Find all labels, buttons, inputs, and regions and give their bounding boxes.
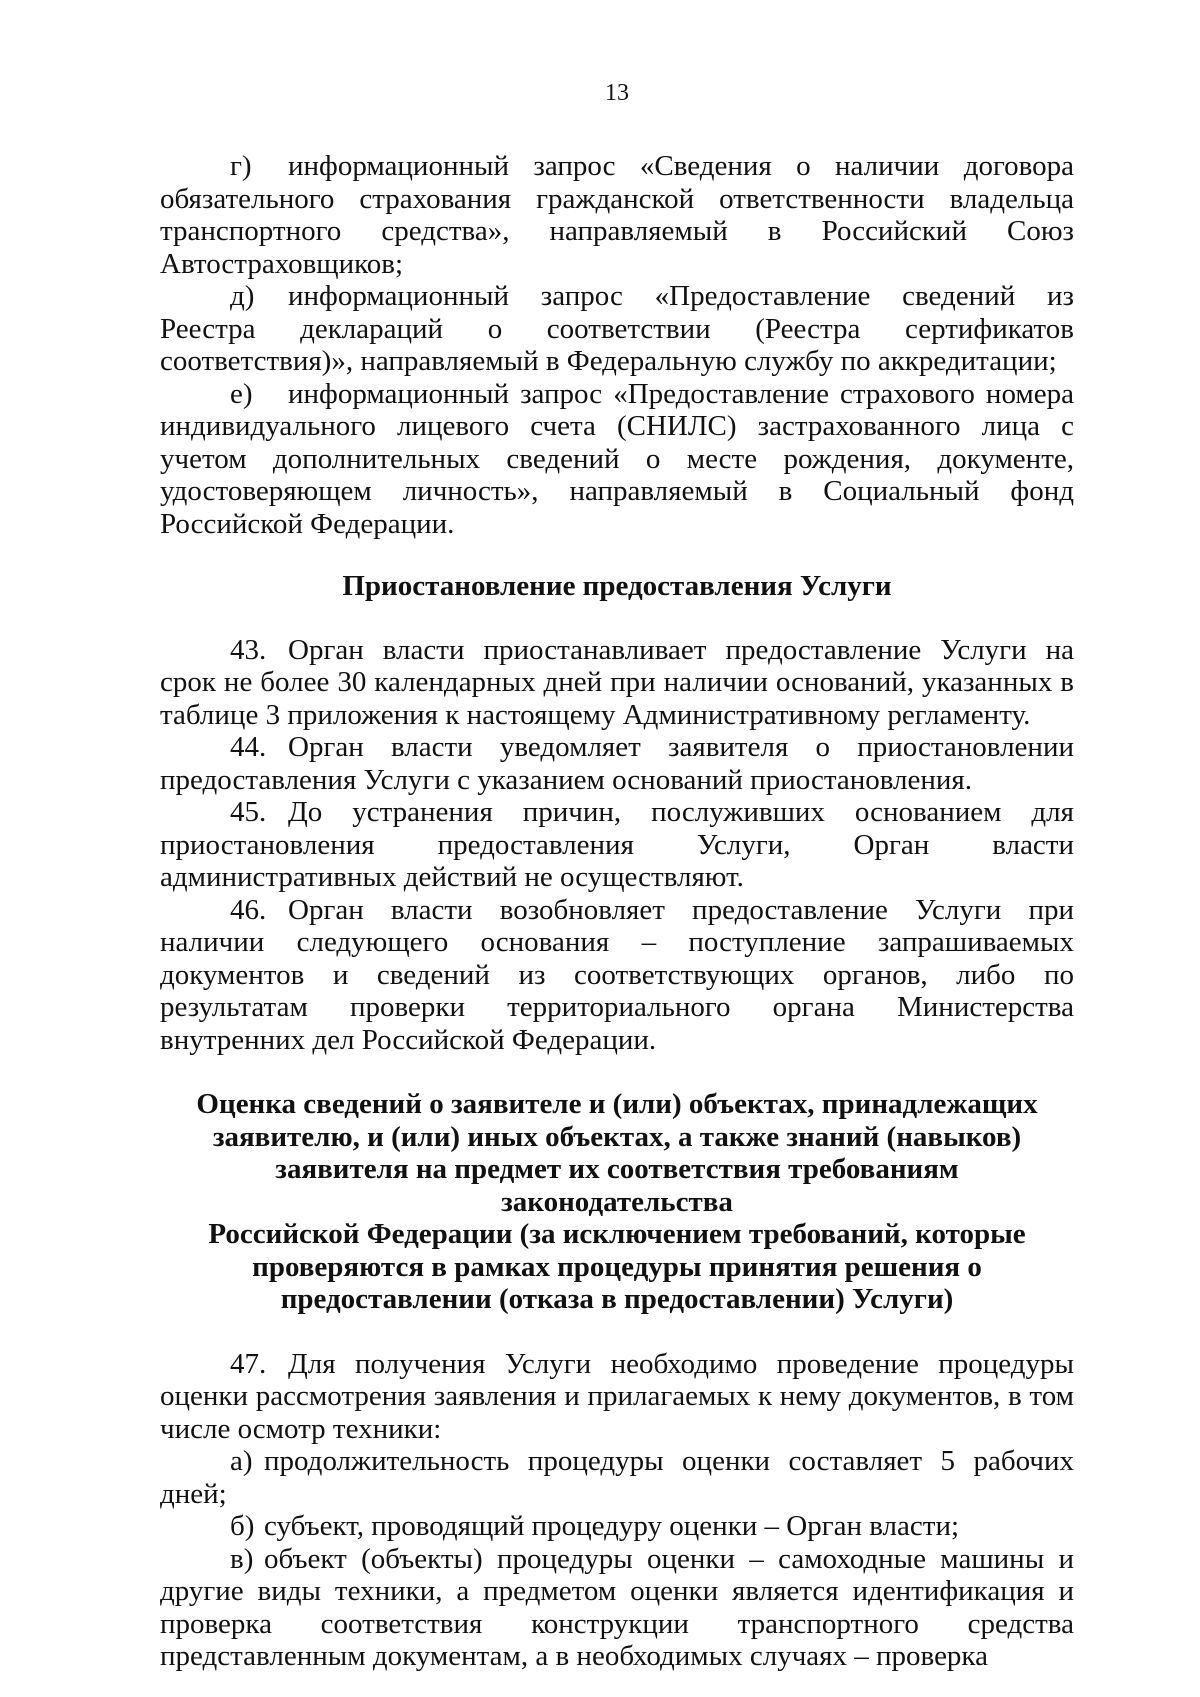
list-item-text: информационный запрос «Предоставление сведений из Реестра деклараций о соответствии (Реестра сертификатов соответствия)», направляемый в Федеральную службу по аккредитации; — [160, 280, 1074, 377]
paragraph-text: Орган власти приостанавливает предоставление Услуги на срок не более 30 календарных дней при наличии оснований, указанных в таблице 3 приложения к настоящему Административному регламенту. — [160, 633, 1074, 731]
list-marker: г) — [230, 150, 252, 182]
paragraph-text: До устранения причин, послуживших основанием для приостановления предоставления Услуги, Орган власти административных действий не осуществляют. — [160, 796, 1074, 893]
list-marker: д) — [230, 280, 255, 312]
paragraph-number: 44. — [230, 731, 267, 763]
section-heading-suspension: Приостановление предоставления Услуги — [342, 570, 892, 602]
paragraph-47 — [160, 1348, 1074, 1446]
heading-line: проверяются в рамках процедуры принятия решения о — [252, 1250, 982, 1283]
paragraph-number: 46. — [230, 893, 267, 926]
list-marker: б) — [230, 1510, 255, 1542]
paragraph-45 — [160, 796, 1074, 894]
list-item-d — [160, 280, 1074, 378]
list-item-text: продолжительность процедуры оценки составляет 5 рабочих дней; — [160, 1445, 1074, 1510]
sub-item-b — [160, 1510, 1074, 1543]
paragraph-text: Орган власти уведомляет заявителя о приостановлении предоставления Услуги с указанием оснований приостановления. — [160, 731, 1074, 796]
paragraph-text: Орган власти возобновляет предоставление Услуги при наличии следующего основания – поступление запрашиваемых документов и сведений из соответствующих органов, либо по результатам проверки территориального органа Министерства внутренних дел Российской Федерации. — [160, 893, 1074, 1056]
sub-item-v — [160, 1543, 1074, 1673]
heading-line: заявителя на предмет их соответствия требованиям законодательства — [275, 1153, 959, 1218]
sub-item-a — [160, 1445, 1074, 1510]
list-item-text: объект (объекты) процедуры оценки – самоходные машины и другие виды техники, а предметом оценки является идентификация и проверка соответствия конструкции транспортного средства представленным документам, а в необходимых случаях – проверка — [160, 1542, 1074, 1672]
heading-line: предоставлении (отказа в предоставлении) Услуги) — [280, 1283, 954, 1315]
paragraph-text: Для получения Услуги необходимо проведение процедуры оценки рассмотрения заявления и прилагаемых к нему документов, в том числе осмотр техники: — [160, 1347, 1074, 1445]
heading-line: Оценка сведений о заявителе и (или) объектах, принадлежащих — [196, 1088, 1038, 1120]
paragraph-number: 47. — [230, 1347, 267, 1380]
paragraph-number: 45. — [230, 796, 267, 828]
paragraph-43 — [160, 634, 1074, 732]
page-number: 13 — [605, 80, 629, 106]
paragraph-number: 43. — [230, 633, 267, 666]
document-page — [160, 78, 1074, 1673]
paragraph-46 — [160, 894, 1074, 1057]
section-heading-assessment — [160, 1088, 1074, 1316]
list-marker: е) — [230, 377, 253, 410]
heading-line: Российской Федерации (за исключением требований, которые — [208, 1218, 1026, 1250]
list-item-text: информационный запрос «Сведения о наличии договора обязательного страхования гражданской ответственности владельца транспортного средства», направляемый в Российский Союз Автостраховщиков; — [160, 150, 1074, 280]
list-item-g — [160, 150, 1074, 280]
list-item-e — [160, 378, 1074, 541]
list-item-text: информационный запрос «Предоставление страхового номера индивидуального лицевого счета (СНИЛС) застрахованного лица с учетом дополнительных сведений о месте рождения, документе, удостоверяющем личность», направляемый в Социальный фонд Российской Федерации. — [160, 377, 1074, 540]
list-item-text: субъект, проводящий процедуру оценки – Орган власти; — [264, 1510, 960, 1542]
list-marker: в) — [230, 1542, 254, 1575]
list-marker: а) — [230, 1445, 253, 1477]
paragraph-44 — [160, 731, 1074, 796]
heading-line: заявителю, и (или) иных объектах, а также знаний (навыков) — [212, 1120, 1022, 1153]
